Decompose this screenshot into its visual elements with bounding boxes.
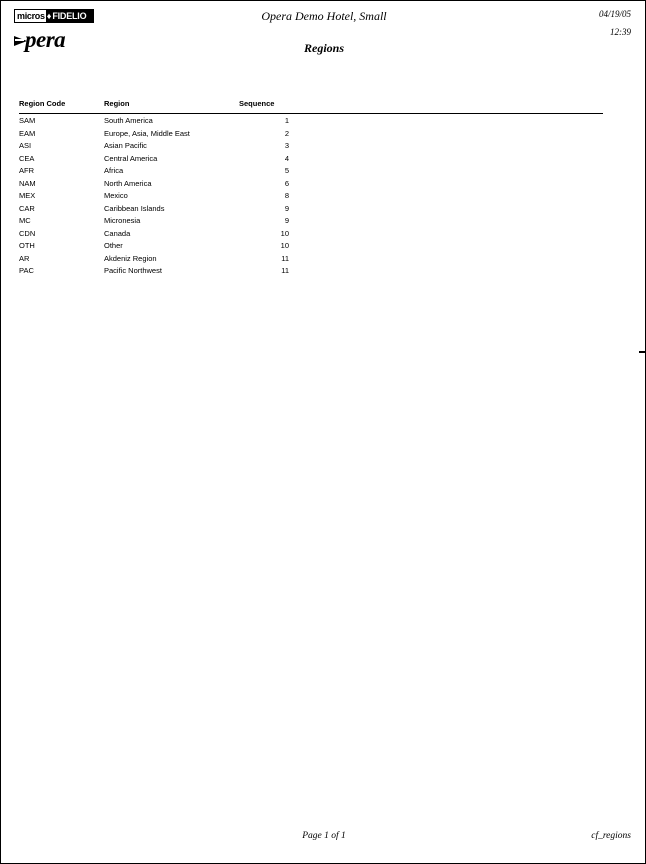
table-row: [19, 164, 603, 177]
cell-sequence: 10: [280, 241, 289, 250]
cell-region: Europe, Asia, Middle East: [104, 128, 190, 138]
report-date: 04/19/05: [598, 9, 631, 19]
page-edge-mark: [639, 351, 645, 353]
cell-spacer: [289, 252, 603, 265]
column-header-sequence: Sequence: [239, 99, 275, 108]
cell-region-code: MEX: [19, 191, 36, 200]
cell-spacer: [289, 127, 603, 140]
table-row: [19, 114, 603, 127]
opera-wordmark: pera: [25, 27, 66, 52]
cell-sequence: 11: [281, 266, 289, 275]
table-row: [19, 139, 603, 152]
cell-sequence: 6: [284, 178, 289, 188]
diamond-icon: ♦: [46, 11, 52, 21]
cell-region-code: SAM: [19, 116, 36, 125]
cell-region: South America: [104, 116, 153, 125]
table-row: [19, 239, 603, 252]
regions-table: [19, 99, 603, 277]
hotel-title: Opera Demo Hotel, Small: [261, 9, 387, 23]
cell-region-code: CEA: [19, 153, 35, 163]
cell-region-code: CDN: [19, 228, 36, 238]
cell-sequence: 9: [284, 216, 289, 225]
table-row: [19, 264, 603, 277]
cell-region-code: MC: [19, 216, 31, 225]
cell-region: Caribbean Islands: [104, 203, 165, 213]
column-header-spacer: [289, 99, 603, 114]
cell-spacer: [289, 114, 603, 127]
cell-region-code: NAM: [19, 178, 36, 188]
cell-sequence: 8: [284, 191, 289, 200]
cell-region-code: AFR: [19, 166, 34, 175]
micros-wordmark: micros: [17, 11, 45, 21]
footer-file-name: cf_regions: [591, 831, 631, 841]
cell-sequence: 4: [284, 153, 289, 163]
cell-sequence: 1: [284, 116, 289, 125]
cell-spacer: [289, 139, 603, 152]
cell-sequence: 3: [284, 141, 289, 150]
table-row: [19, 152, 603, 165]
cell-region: Asian Pacific: [104, 141, 147, 150]
table-row: [19, 177, 603, 190]
cell-spacer: [289, 189, 603, 202]
cell-region: Micronesia: [104, 216, 141, 225]
table-row: [19, 189, 603, 202]
report-time: 12:39: [610, 27, 631, 37]
cell-sequence: 5: [284, 166, 289, 175]
cell-spacer: [289, 202, 603, 215]
cell-region: Mexico: [104, 191, 128, 200]
cell-sequence: 9: [284, 203, 289, 213]
table-row: [19, 227, 603, 240]
cell-region: Central America: [104, 153, 158, 163]
table-row: [19, 214, 603, 227]
cell-spacer: [289, 239, 603, 252]
cell-spacer: [289, 227, 603, 240]
cell-region-code: OTH: [19, 241, 35, 250]
cell-sequence: 10: [280, 228, 289, 238]
cell-sequence: 11: [281, 253, 289, 263]
table-row: [19, 252, 603, 265]
cell-region: Africa: [104, 166, 124, 175]
cell-region-code: EAM: [19, 128, 36, 138]
cell-region: Pacific Northwest: [104, 266, 162, 275]
cell-region-code: ASI: [19, 141, 32, 150]
cell-sequence: 2: [284, 128, 289, 138]
cell-region: Canada: [104, 228, 131, 238]
page-title: Regions: [303, 41, 344, 55]
cell-region: North America: [104, 178, 152, 188]
cell-region: Other: [104, 241, 123, 250]
cell-spacer: [289, 152, 603, 165]
cell-region-code: PAC: [19, 266, 34, 275]
table-header-row: [19, 99, 603, 114]
cell-region: Akdeniz Region: [104, 253, 157, 263]
cell-region-code: AR: [19, 253, 30, 263]
cell-region-code: CAR: [19, 203, 35, 213]
table-row: [19, 127, 603, 140]
column-header-region-code: Region Code: [19, 99, 66, 108]
cell-spacer: [289, 177, 603, 190]
cell-spacer: [289, 264, 603, 277]
table-row: [19, 202, 603, 215]
fidelio-wordmark: FIDELIO: [52, 10, 93, 22]
regions-table-wrapper: [19, 99, 603, 277]
column-header-region: Region: [104, 99, 130, 108]
footer-page-number: Page 1 of 1: [302, 831, 346, 841]
cell-spacer: [289, 164, 603, 177]
regions-table-body: [19, 114, 603, 277]
cell-spacer: [289, 214, 603, 227]
